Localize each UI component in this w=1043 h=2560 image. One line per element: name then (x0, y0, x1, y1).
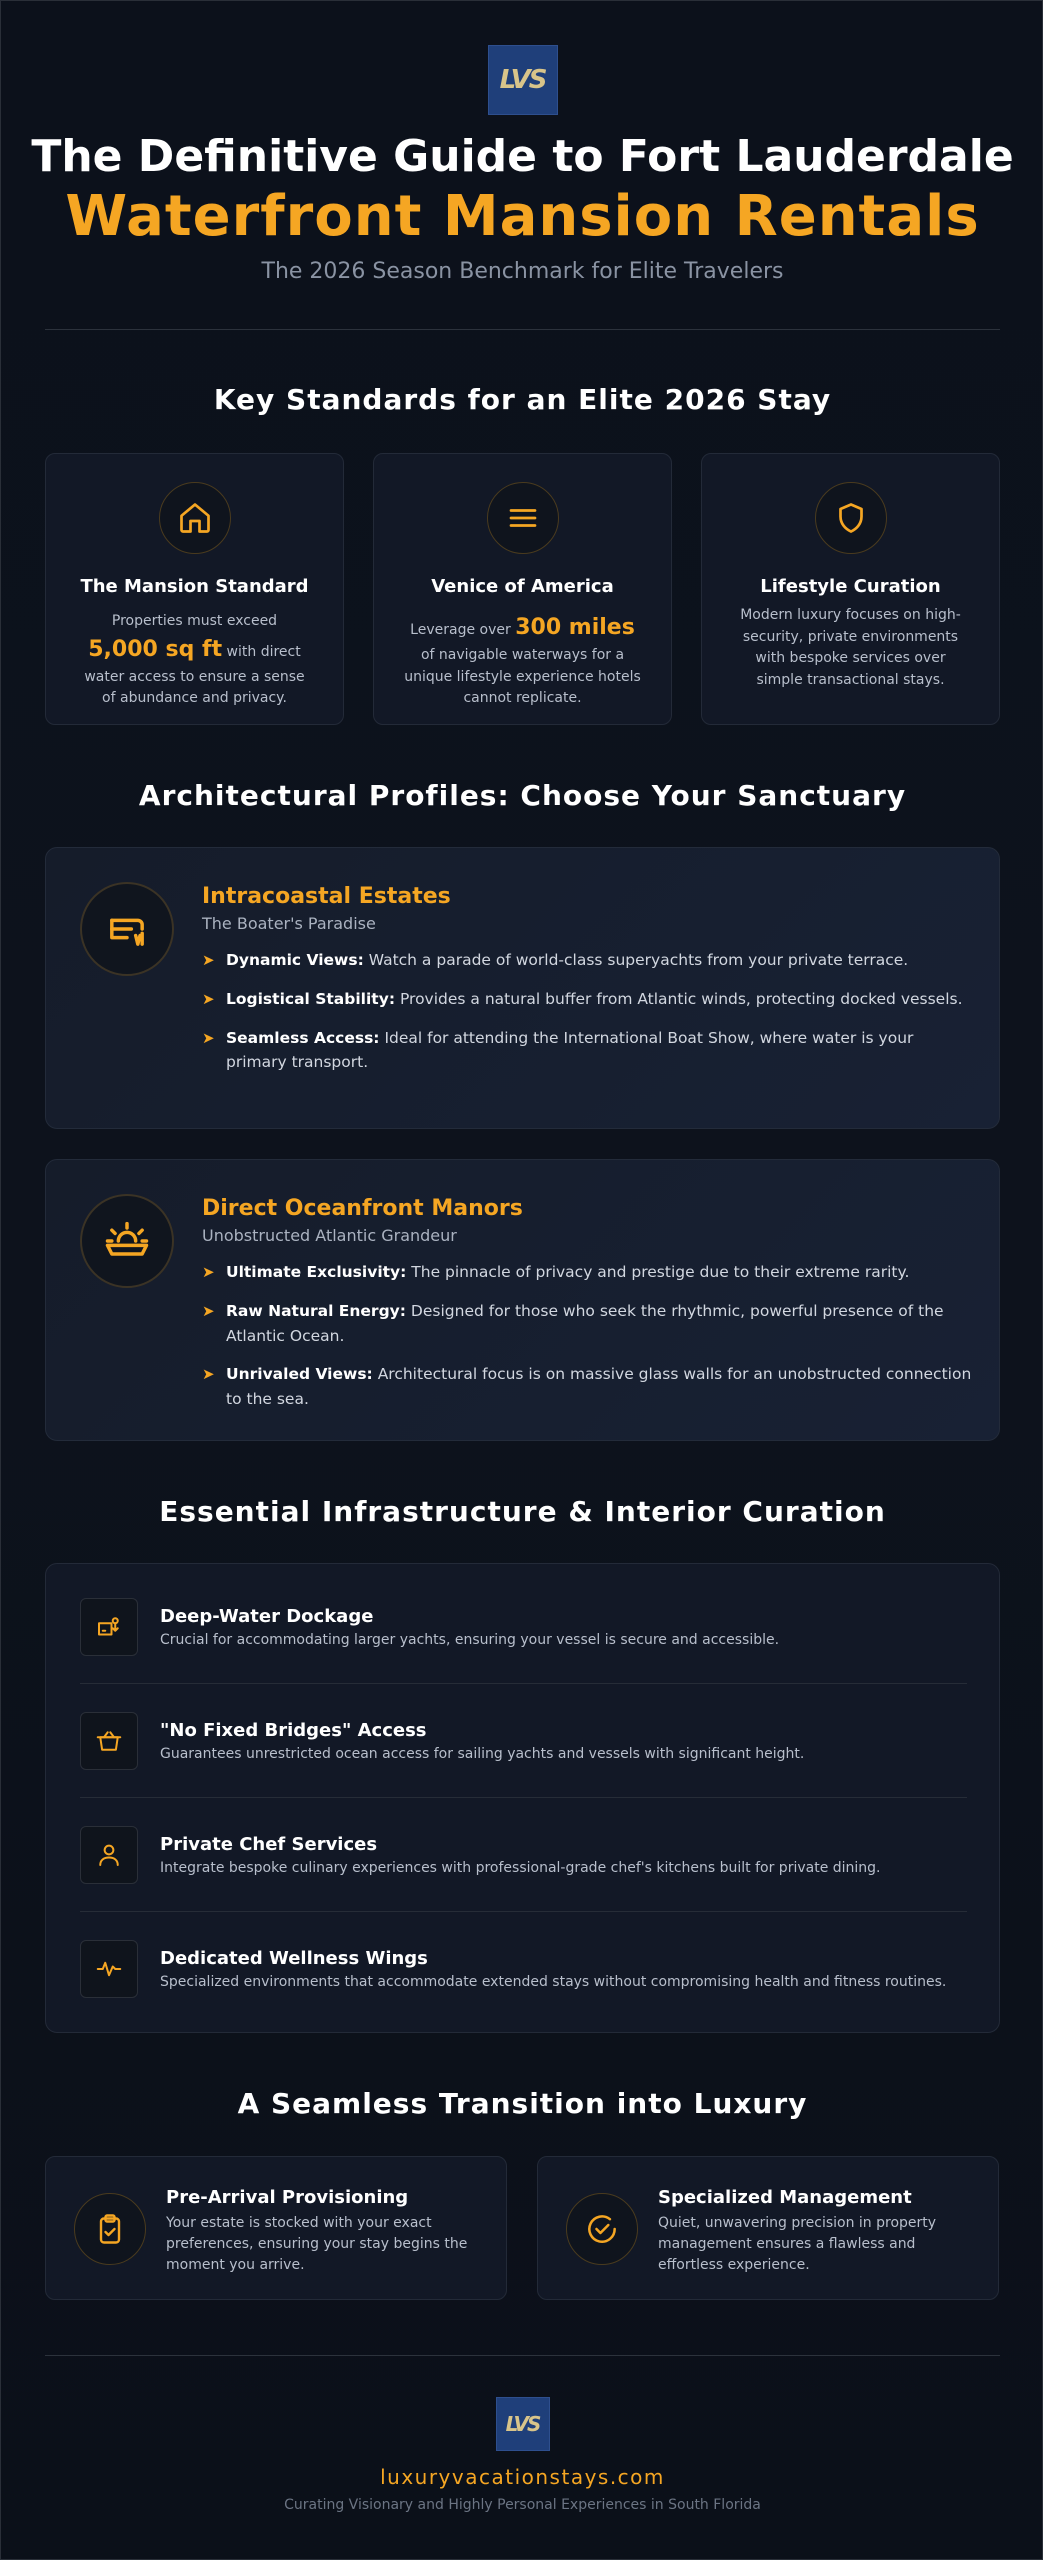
arrow-icon: ➤ (202, 951, 215, 969)
logo-text: LVS (499, 65, 546, 95)
infra-item-dockage (80, 1598, 967, 1712)
infra-item-wellness (80, 1940, 967, 2054)
profile-points (202, 948, 972, 1089)
standard-highlight: 300 miles (515, 615, 635, 640)
infra-text: Integrate bespoke culinary experiences with professional-grade chef's kitchens built for private dining. (160, 1860, 881, 1876)
arrow-icon: ➤ (202, 1263, 215, 1281)
list-item (202, 1026, 972, 1076)
infra-title: Dedicated Wellness Wings (160, 1948, 428, 1969)
standard-card-venice (373, 453, 672, 725)
chef-icon (80, 1826, 138, 1884)
point-text: Ideal for attending the International Boat Show, where water is your primary transport. (226, 1028, 914, 1072)
page-subtitle: The 2026 Season Benchmark for Elite Travelers (261, 259, 784, 284)
transition-text: Quiet, unwavering precision in property management ensures a flawless and effortless experience. (658, 2215, 937, 2273)
point-label: Raw Natural Energy: (226, 1301, 406, 1320)
standard-card-lifestyle (701, 453, 1000, 725)
standard-highlight: 5,000 sq ft (88, 636, 223, 662)
pulse-icon (80, 1940, 138, 1998)
standard-title: Lifestyle Curation (760, 576, 941, 597)
brand-logo[interactable] (488, 45, 558, 115)
divider (45, 329, 1000, 330)
profile-subtitle: Unobstructed Atlantic Grandeur (202, 1226, 457, 1245)
list-item (202, 1260, 972, 1285)
point-label: Seamless Access: (226, 1028, 380, 1047)
transition-card-management (537, 2156, 999, 2300)
point-text: Architectural focus is on massive glass walls for an unobstructed connection to the sea. (226, 1365, 972, 1409)
header (1, 45, 1043, 115)
point-text: Designed for those who seek the rhythmic, powerful presence of the Atlantic Ocean. (226, 1301, 944, 1345)
infra-title: Deep-Water Dockage (160, 1606, 374, 1627)
transition-title: Specialized Management (658, 2187, 912, 2208)
list-item (202, 1299, 972, 1349)
waves-icon (487, 482, 559, 554)
page-title-line1: The Definitive Guide to Fort Lauderdale (31, 131, 1014, 182)
transition-card-provisioning (45, 2156, 507, 2300)
point-text: The pinnacle of privacy and prestige due to their extreme rarity. (411, 1263, 910, 1281)
shield-icon (815, 482, 887, 554)
profile-subtitle: The Boater's Paradise (202, 914, 376, 933)
standard-text-before: Properties must exceed (111, 613, 278, 629)
arrow-icon: ➤ (202, 989, 215, 1008)
infra-title: "No Fixed Bridges" Access (160, 1720, 427, 1741)
footer-tagline: Curating Visionary and Highly Personal Experiences in South Florida (284, 2497, 761, 2513)
standard-text (374, 611, 671, 710)
profile-points (202, 1260, 972, 1426)
profiles-heading: Architectural Profiles: Choose Your Sanctuary (138, 779, 907, 812)
standard-text-before: Leverage over (410, 622, 511, 638)
divider (80, 1683, 967, 1684)
basket-icon (80, 1712, 138, 1770)
list-item (202, 1362, 972, 1412)
footer (1, 2397, 1043, 2451)
house-icon (159, 482, 231, 554)
profile-card-oceanfront (45, 1159, 1000, 1441)
profile-title: Intracoastal Estates (202, 884, 451, 909)
footer-url-link[interactable]: luxuryvacationstays.com (380, 2465, 665, 2489)
infra-item-chef (80, 1826, 967, 1940)
transition-title: Pre-Arrival Provisioning (166, 2187, 409, 2208)
transition-heading: A Seamless Transition into Luxury (237, 2087, 808, 2120)
standard-text: Modern luxury focuses on high-security, private environments with bespoke services over simple transactional stays. (740, 607, 961, 689)
standard-title: The Mansion Standard (80, 576, 309, 597)
infra-title: Private Chef Services (160, 1834, 378, 1855)
arrow-icon: ➤ (202, 1365, 215, 1384)
infra-item-bridges (80, 1712, 967, 1826)
point-label: Unrivaled Views: (226, 1365, 373, 1384)
arrow-icon: ➤ (202, 1301, 215, 1320)
divider (45, 2355, 1000, 2356)
infra-text: Crucial for accommodating larger yachts, ensuring your vessel is secure and accessible. (160, 1632, 780, 1648)
dock-icon (80, 1598, 138, 1656)
clipboard-check-icon (74, 2193, 146, 2265)
boat-icon (80, 882, 174, 976)
transition-text: Your estate is stocked with your exact preferences, ensuring your stay begins the moment you arrive. (166, 2215, 468, 2273)
footer-logo[interactable] (496, 2397, 550, 2451)
logo-text: LVS (505, 2412, 540, 2436)
point-label: Logistical Stability: (226, 989, 396, 1008)
profile-title: Direct Oceanfront Manors (202, 1196, 523, 1221)
point-text: Provides a natural buffer from Atlantic winds, protecting docked vessels. (399, 989, 963, 1008)
standard-text-after: with direct water access to ensure a sense of abundance and privacy. (84, 643, 305, 707)
profile-card-intracoastal (45, 847, 1000, 1129)
list-item (202, 987, 972, 1012)
point-text: Watch a parade of world-class superyachts from your private terrace. (368, 951, 909, 969)
infrastructure-card (45, 1563, 1000, 2033)
sunrise-icon (80, 1194, 174, 1288)
standards-heading: Key Standards for an Elite 2026 Stay (213, 383, 832, 416)
circle-check-icon (566, 2193, 638, 2265)
standard-text-after: of navigable waterways for a unique lifestyle experience hotels cannot replicate. (404, 647, 641, 707)
divider (80, 1911, 967, 1912)
list-item (202, 948, 972, 973)
standard-card-mansion (45, 453, 344, 725)
infra-text: Guarantees unrestricted ocean access for sailing yachts and vessels with significant height. (160, 1746, 805, 1762)
arrow-icon: ➤ (202, 1028, 215, 1047)
page-title-line2: Waterfront Mansion Rentals (65, 184, 980, 249)
infra-text: Specialized environments that accommodate extended stays without compromising health and fitness routines. (160, 1974, 947, 1990)
standard-text (46, 611, 343, 710)
point-label: Ultimate Exclusivity: (226, 1263, 407, 1281)
divider (80, 1797, 967, 1798)
point-label: Dynamic Views: (226, 951, 364, 969)
infrastructure-heading: Essential Infrastructure & Interior Curation (159, 1495, 886, 1528)
standard-title: Venice of America (431, 576, 614, 597)
